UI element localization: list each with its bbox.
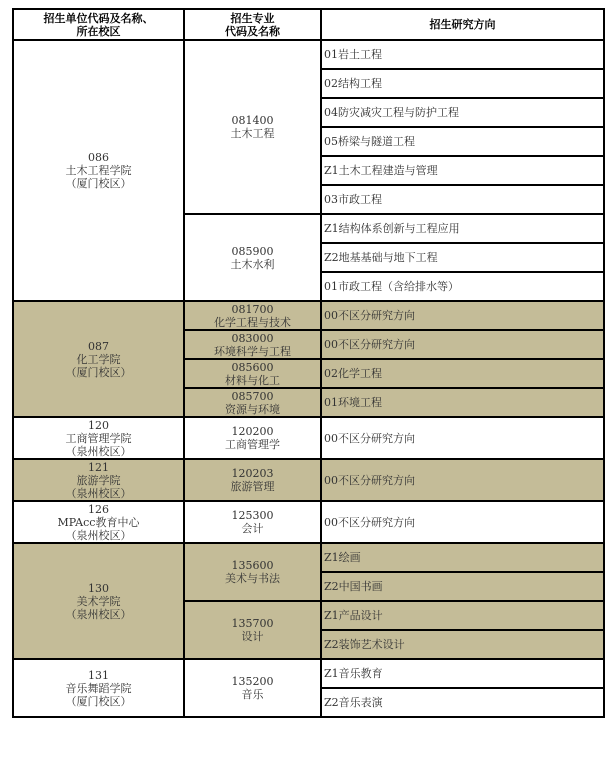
major-name: 旅游管理	[230, 480, 275, 493]
direction-cell: Z2中国书画	[321, 572, 604, 601]
major-code: 083000	[231, 331, 274, 345]
unit-code: 086	[88, 151, 109, 164]
unit-campus: （泉州校区）	[65, 444, 132, 458]
major-cell	[184, 501, 321, 543]
unit-name: 工商管理学院	[65, 431, 132, 445]
direction-cell: 04防灾减灾工程与防护工程	[321, 98, 604, 127]
unit-code: 130	[88, 581, 109, 595]
direction-cell: Z2地基基础与地下工程	[321, 243, 604, 272]
unit-campus: （厦门校区）	[65, 365, 132, 379]
direction-cell: 02结构工程	[321, 69, 604, 98]
table-row	[13, 40, 604, 69]
major-code: 135600	[231, 559, 274, 572]
unit-campus: （泉州校区）	[65, 528, 132, 542]
direction-cell: 03市政工程	[321, 185, 604, 214]
unit-campus: （泉州校区）	[65, 486, 132, 500]
direction-cell: Z1音乐教育	[321, 659, 604, 688]
table-row	[13, 417, 604, 459]
direction-cell: 00不区分研究方向	[321, 330, 604, 359]
header-direction: 招生研究方向	[321, 9, 604, 40]
table-row	[13, 301, 604, 330]
direction-cell: 01环境工程	[321, 388, 604, 417]
major-name: 美术与书法	[225, 572, 280, 585]
major-name: 工商管理学	[225, 438, 280, 451]
unit-name: MPAcc教育中心	[57, 515, 140, 529]
major-cell	[184, 459, 321, 501]
major-cell	[184, 359, 321, 388]
major-cell	[184, 543, 321, 601]
major-cell	[184, 330, 321, 359]
direction-cell: 02化学工程	[321, 359, 604, 388]
table-row	[13, 459, 604, 501]
major-code: 135700	[231, 617, 274, 630]
unit-campus: （泉州校区）	[65, 607, 132, 621]
direction-cell: Z1绘画	[321, 543, 604, 572]
direction-cell: 01岩土工程	[321, 40, 604, 69]
major-code: 085600	[231, 360, 274, 374]
header-unit-line2: 所在校区	[76, 24, 121, 38]
major-name: 土木工程	[230, 127, 275, 140]
major-code: 085700	[231, 389, 274, 403]
unit-code: 126	[88, 502, 109, 516]
major-code: 085900	[231, 244, 274, 258]
direction-cell: Z2装饰艺术设计	[321, 630, 604, 659]
major-cell	[184, 417, 321, 459]
major-code: 135200	[231, 675, 274, 688]
direction-cell: 00不区分研究方向	[321, 417, 604, 459]
major-code: 120200	[231, 425, 274, 438]
unit-code: 131	[88, 668, 109, 682]
direction-cell: 01市政工程（含给排水等）	[321, 272, 604, 301]
major-name: 化学工程与技术	[214, 315, 291, 329]
major-cell	[184, 601, 321, 659]
unit-code: 121	[88, 460, 109, 474]
major-code: 081700	[231, 302, 274, 316]
unit-campus: （厦门校区）	[65, 694, 132, 708]
unit-cell	[13, 417, 184, 459]
unit-cell	[13, 40, 184, 301]
major-name: 土木水利	[230, 257, 275, 271]
direction-cell: Z1结构体系创新与工程应用	[321, 214, 604, 243]
major-cell	[184, 40, 321, 214]
unit-code: 120	[88, 418, 109, 432]
unit-cell	[13, 301, 184, 417]
header-unit	[13, 9, 184, 40]
header-major-line2: 代码及名称	[225, 24, 280, 38]
major-code: 120203	[231, 467, 274, 480]
direction-cell: Z1产品设计	[321, 601, 604, 630]
direction-cell: Z2音乐表演	[321, 688, 604, 717]
major-cell	[184, 659, 321, 717]
unit-name: 音乐舞蹈学院	[65, 681, 132, 695]
major-cell	[184, 214, 321, 301]
unit-campus: （厦门校区）	[65, 177, 132, 190]
header-row	[13, 9, 604, 40]
table-row	[13, 659, 604, 688]
major-name: 设计	[241, 630, 264, 643]
header-major	[184, 9, 321, 40]
major-cell	[184, 388, 321, 417]
admissions-table	[12, 8, 605, 718]
unit-cell	[13, 501, 184, 543]
unit-name: 美术学院	[76, 594, 121, 608]
major-name: 材料与化工	[225, 373, 280, 387]
header-unit-line1: 招生单位代码及名称、	[43, 11, 154, 25]
header-major-line1: 招生专业	[230, 11, 275, 25]
unit-cell	[13, 543, 184, 659]
unit-name: 土木工程学院	[65, 164, 132, 177]
direction-cell: 00不区分研究方向	[321, 459, 604, 501]
unit-name: 化工学院	[76, 352, 121, 366]
major-name: 资源与环境	[225, 402, 280, 416]
major-name: 环境科学与工程	[214, 344, 291, 358]
table-row	[13, 543, 604, 572]
major-code: 081400	[231, 114, 274, 127]
table-row	[13, 501, 604, 543]
unit-cell	[13, 659, 184, 717]
direction-cell: 05桥梁与隧道工程	[321, 127, 604, 156]
major-name: 会计	[241, 522, 264, 535]
direction-cell: Z1土木工程建造与管理	[321, 156, 604, 185]
major-code: 125300	[231, 509, 274, 522]
direction-cell: 00不区分研究方向	[321, 301, 604, 330]
unit-name: 旅游学院	[76, 473, 121, 487]
major-name: 音乐	[241, 688, 264, 701]
unit-cell	[13, 459, 184, 501]
unit-code: 087	[88, 339, 109, 353]
direction-cell: 00不区分研究方向	[321, 501, 604, 543]
major-cell	[184, 301, 321, 330]
